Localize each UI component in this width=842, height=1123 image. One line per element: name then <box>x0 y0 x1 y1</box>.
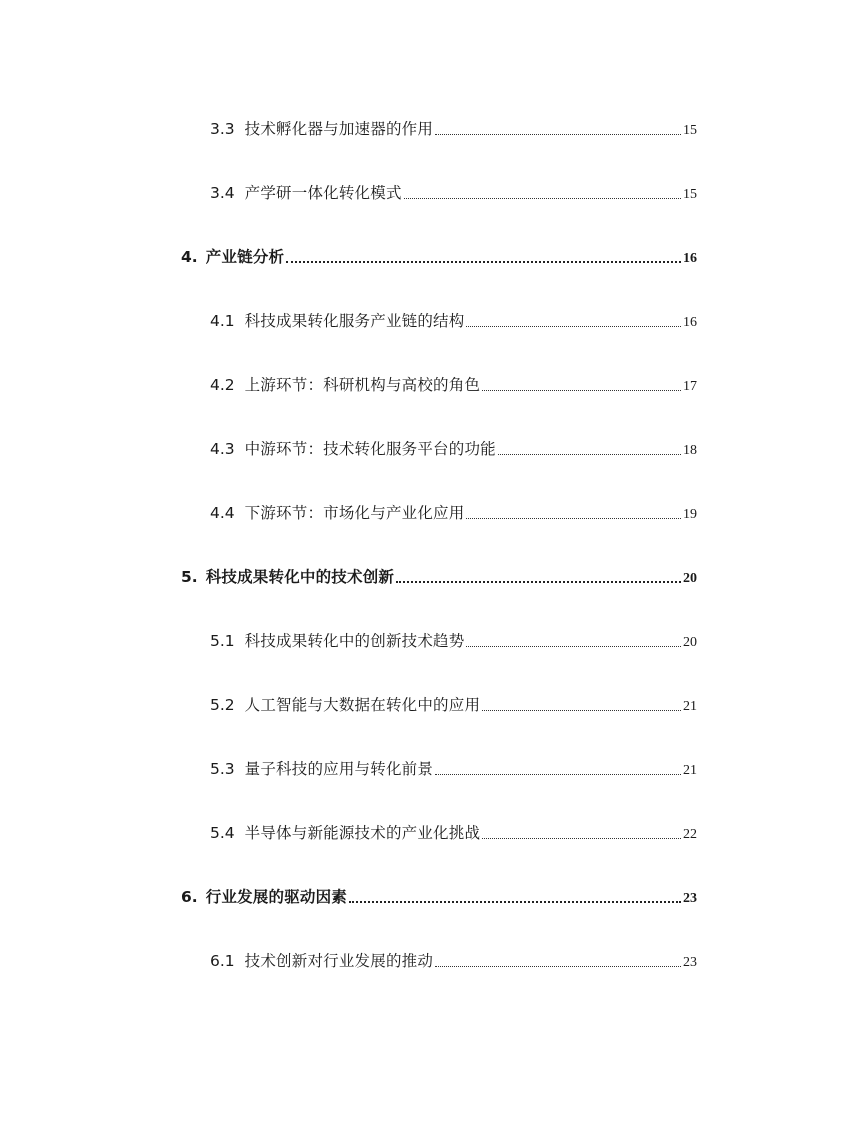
toc-entry-page: 20 <box>683 571 697 586</box>
toc-entry-number: 4.1 <box>210 312 235 330</box>
toc-entry-number: 5. <box>181 568 198 586</box>
toc-entry-number: 6.1 <box>210 952 235 970</box>
toc-entry-number: 5.4 <box>210 824 235 842</box>
toc-entry-page: 21 <box>683 699 697 714</box>
dot-leader <box>482 390 681 391</box>
toc-entry-title: 半导体与新能源技术的产业化挑战 <box>244 824 481 842</box>
toc-entry-3-3[interactable] <box>210 117 697 141</box>
toc-entry-number: 5.2 <box>210 696 235 714</box>
toc-entry-5-3[interactable] <box>210 757 697 781</box>
toc-entry-title: 科技成果转化中的技术创新 <box>205 568 395 586</box>
toc-entry-page: 21 <box>683 763 697 778</box>
toc-entry-title: 行业发展的驱动因素 <box>205 888 347 906</box>
dot-leader <box>482 710 681 711</box>
toc-entry-page: 15 <box>683 187 697 202</box>
toc-entry-page: 16 <box>683 315 697 330</box>
toc-entry-page: 16 <box>683 251 697 266</box>
toc-entry-title: 产业链分析 <box>205 248 285 266</box>
toc-entry-5[interactable] <box>181 565 697 589</box>
toc-entry-number: 5.3 <box>210 760 235 778</box>
toc-entry-4-2[interactable] <box>210 373 697 397</box>
dot-leader <box>466 646 681 647</box>
toc-entry-title: 科技成果转化中的创新技术趋势 <box>244 632 465 650</box>
toc-entry-title: 技术创新对行业发展的推动 <box>244 952 434 970</box>
toc-entry-title: 人工智能与大数据在转化中的应用 <box>244 696 481 714</box>
toc-entry-title: 上游环节：科研机构与高校的角色 <box>244 376 481 394</box>
toc-entry-number: 4.2 <box>210 376 235 394</box>
toc-entry-title: 科技成果转化服务产业链的结构 <box>244 312 465 330</box>
toc-entry-4[interactable] <box>181 245 697 269</box>
toc-entry-6[interactable] <box>181 885 697 909</box>
toc-entry-title: 中游环节：技术转化服务平台的功能 <box>244 440 496 458</box>
toc-entry-3-4[interactable] <box>210 181 697 205</box>
toc-entry-title: 下游环节：市场化与产业化应用 <box>244 504 465 522</box>
toc-entry-title: 量子科技的应用与转化前景 <box>244 760 434 778</box>
dot-leader <box>435 134 681 135</box>
toc-entry-6-1[interactable] <box>210 949 697 973</box>
toc-entry-title: 产学研一体化转化模式 <box>244 184 402 202</box>
dot-leader <box>435 966 681 967</box>
dot-leader <box>286 261 681 263</box>
toc-entry-4-3[interactable] <box>210 437 697 461</box>
toc-entry-page: 23 <box>683 955 697 970</box>
toc-entry-5-4[interactable] <box>210 821 697 845</box>
toc-entry-5-1[interactable] <box>210 629 697 653</box>
toc-entry-page: 17 <box>683 379 697 394</box>
toc-entry-number: 4.4 <box>210 504 235 522</box>
dot-leader <box>396 581 681 583</box>
toc-entry-number: 4.3 <box>210 440 235 458</box>
toc-entry-4-1[interactable] <box>210 309 697 333</box>
toc-entry-page: 23 <box>683 891 697 906</box>
toc-entry-number: 4. <box>181 248 198 266</box>
dot-leader <box>466 518 681 519</box>
toc-entry-number: 5.1 <box>210 632 235 650</box>
toc-entry-page: 19 <box>683 507 697 522</box>
dot-leader <box>404 198 681 199</box>
toc-entry-5-2[interactable] <box>210 693 697 717</box>
toc-entry-number: 3.3 <box>210 120 235 138</box>
toc-entry-title: 技术孵化器与加速器的作用 <box>244 120 434 138</box>
dot-leader <box>435 774 681 775</box>
toc-entry-page: 20 <box>683 635 697 650</box>
dot-leader <box>498 454 681 455</box>
toc-entry-page: 15 <box>683 123 697 138</box>
toc-entry-number: 6. <box>181 888 198 906</box>
dot-leader <box>466 326 681 327</box>
dot-leader <box>349 901 681 903</box>
toc-entry-page: 22 <box>683 827 697 842</box>
toc-entry-4-4[interactable] <box>210 501 697 525</box>
toc-entry-number: 3.4 <box>210 184 235 202</box>
toc-entry-page: 18 <box>683 443 697 458</box>
dot-leader <box>482 838 681 839</box>
